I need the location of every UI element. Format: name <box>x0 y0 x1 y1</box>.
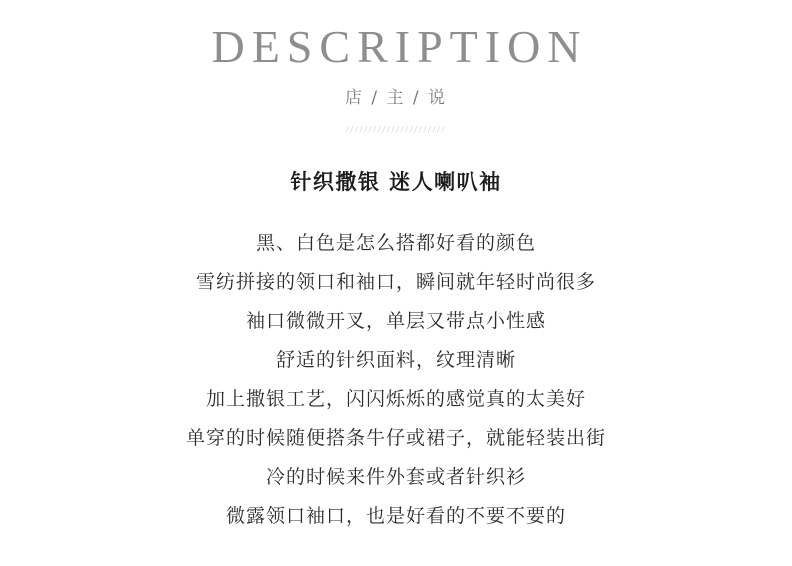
header <box>204 22 587 136</box>
description-line: 单穿的时候随便搭条牛仔或裙子，就能轻装出街 <box>185 426 606 449</box>
description-body <box>0 224 792 536</box>
description-line: 冷的时候来件外套或者针织衫 <box>265 465 526 488</box>
page-title: DESCRIPTION <box>211 21 588 72</box>
description-line: 微露领口袖口，也是好看的不要不要的 <box>225 504 566 527</box>
decorative-divider: ////////////////////// <box>345 124 447 135</box>
description-line: 袖口微微开叉，单层又带点小性感 <box>245 309 546 332</box>
product-headline: 针织撒银 迷人喇叭袖 <box>290 169 502 194</box>
description-line: 黑、白色是怎么搭都好看的颜色 <box>255 231 536 254</box>
description-line: 加上撒银工艺，闪闪烁烁的感觉真的太美好 <box>205 387 586 410</box>
description-line: 舒适的针织面料，纹理清晰 <box>275 348 516 371</box>
description-line: 雪纺拼接的领口和袖口，瞬间就年轻时尚很多 <box>195 270 596 293</box>
page-subtitle-cn: 店 / 主 / 说 <box>344 87 448 108</box>
